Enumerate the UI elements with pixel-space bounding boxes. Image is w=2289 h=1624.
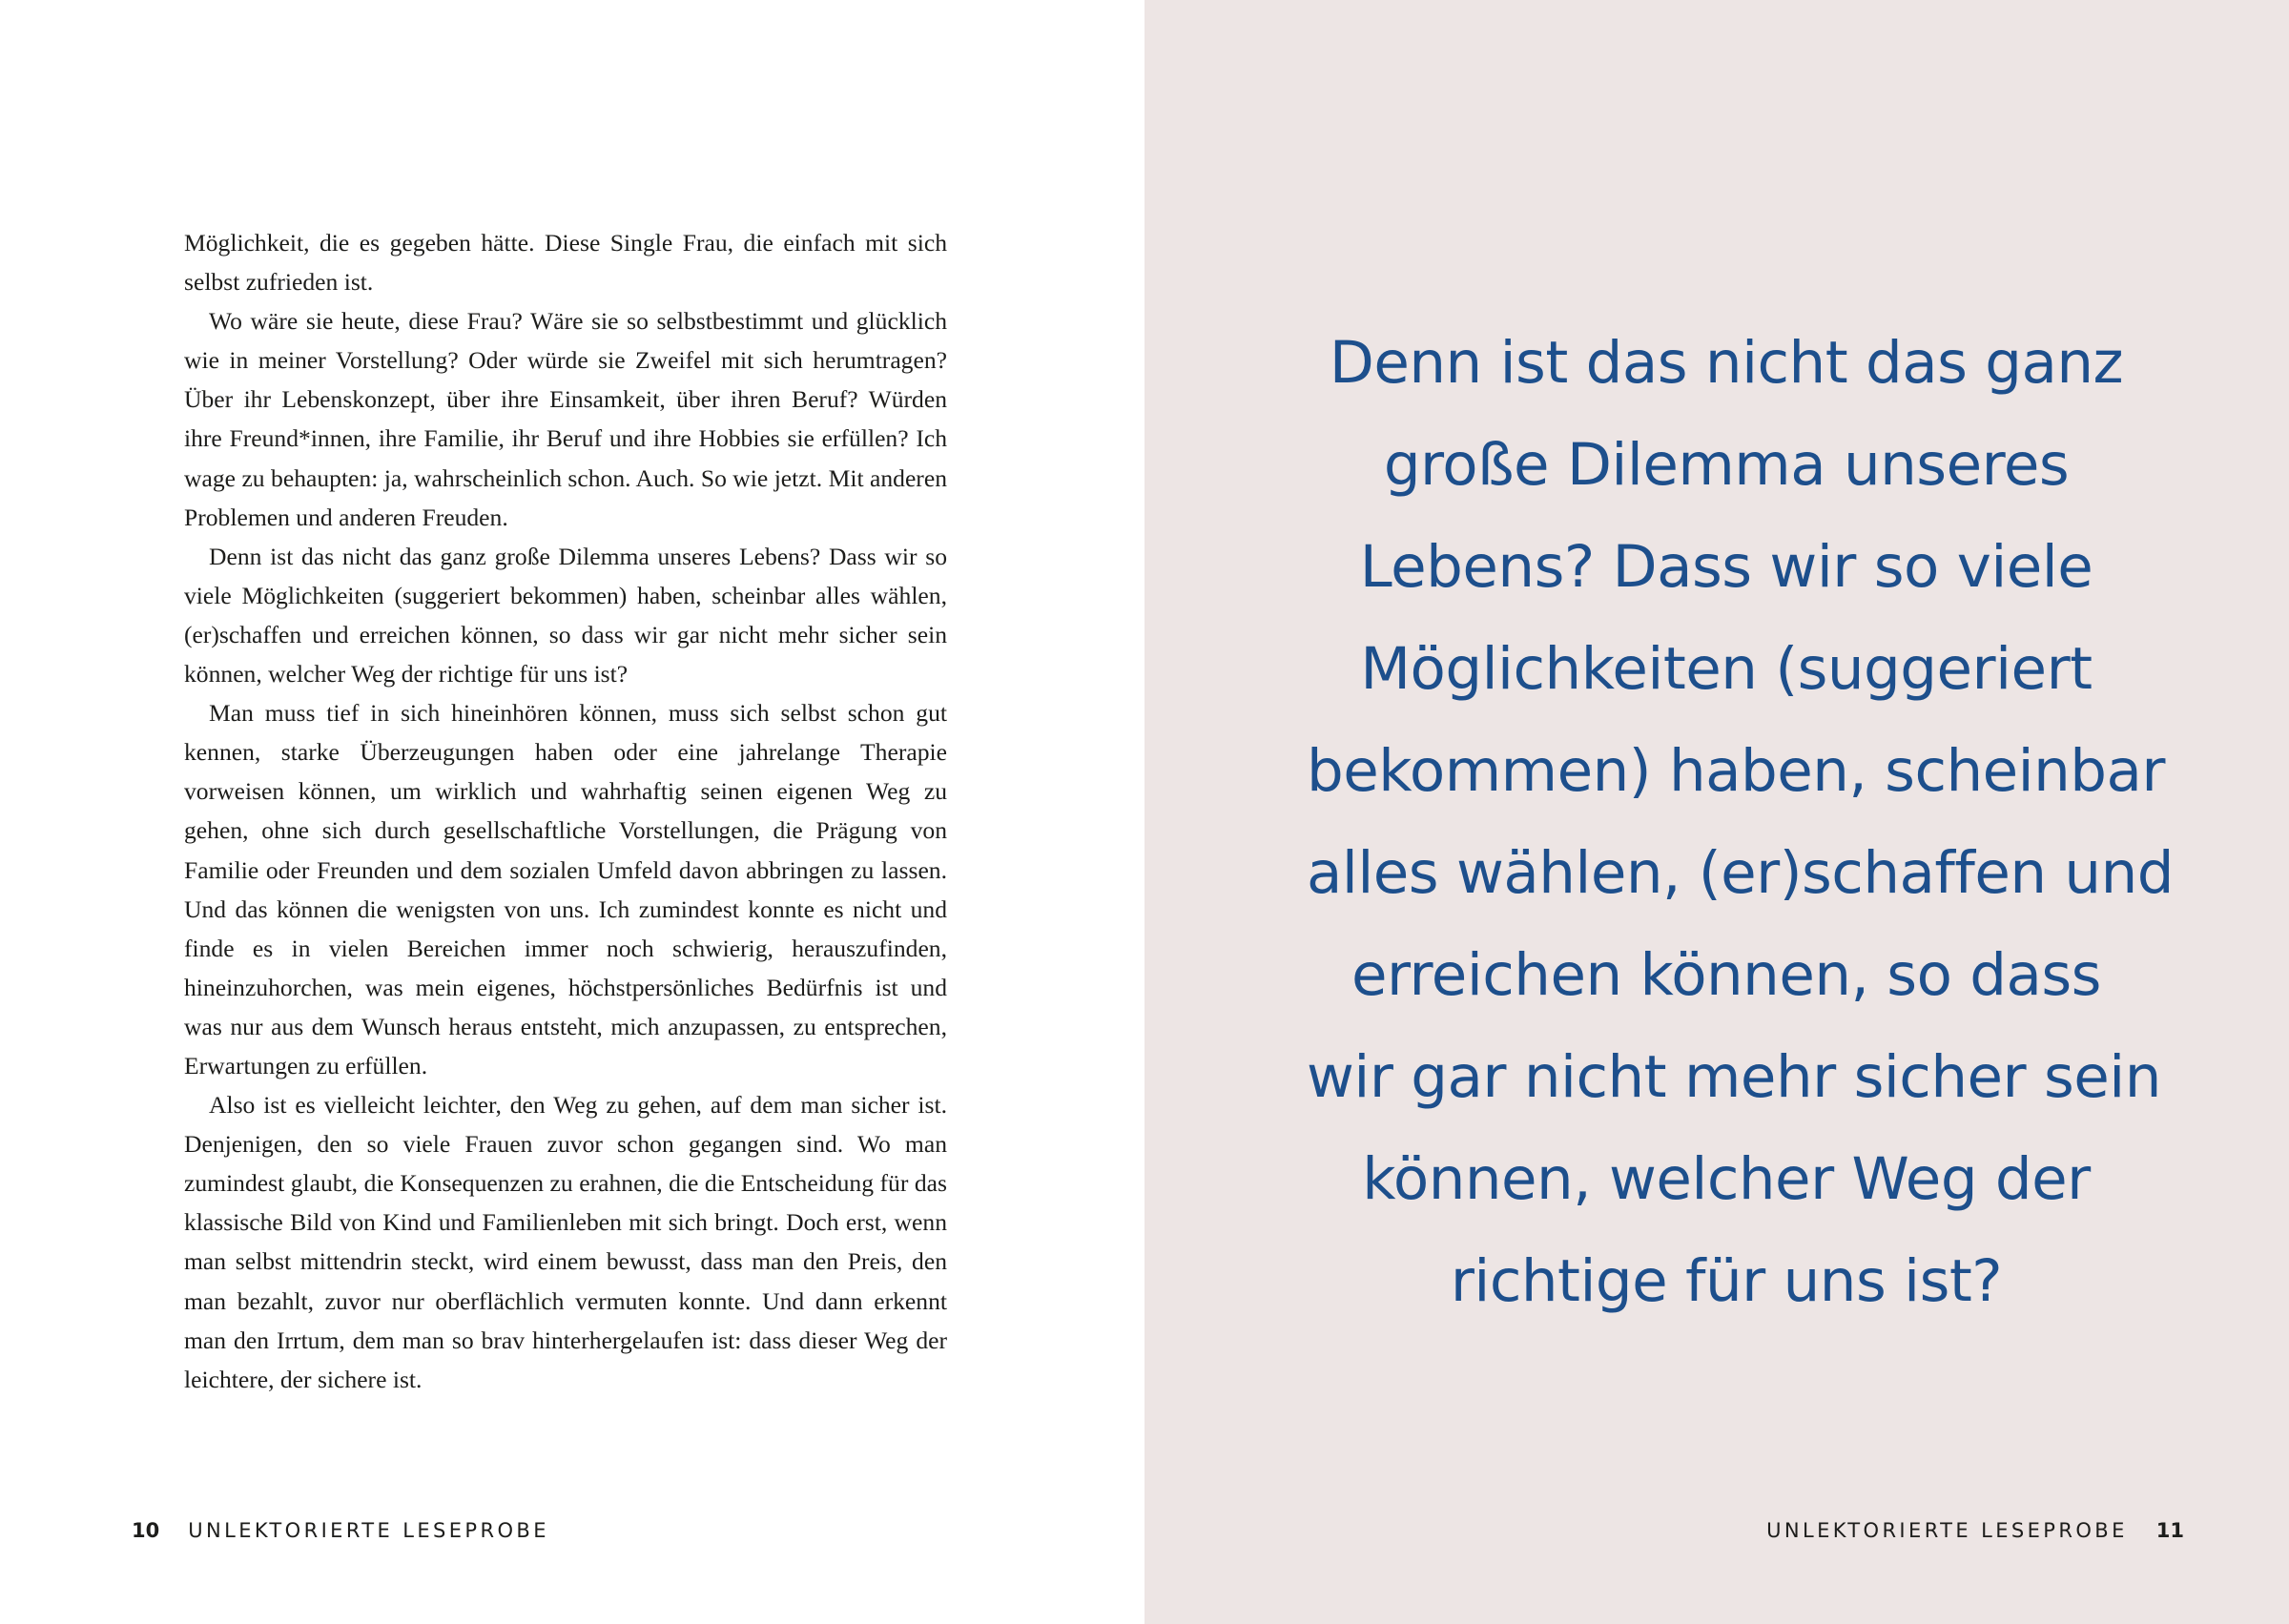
- running-head: UNLEKTORIERTE LESEPROBE: [1766, 1519, 2128, 1542]
- page-number: 10: [132, 1519, 160, 1542]
- quote-line: wir gar nicht mehr sicher sein: [1307, 1043, 2161, 1111]
- left-footer: [132, 1516, 549, 1545]
- left-page: [0, 0, 1144, 1624]
- quote-line: große Dilemma unseres: [1383, 431, 2070, 499]
- page-number: 11: [2155, 1519, 2184, 1542]
- paragraph: Wo wäre sie heute, diese Frau? Wäre sie so selbstbestimmt und glücklich wie in meiner Vorstellung? Oder würde sie Zweifel mit sich herumtragen? Über ihr Lebenskonzept, über ihre Einsamkeit, über ihren Beruf? Würden ihre Freund*innen, ihre Familie, ihr Beruf und ihre Hobbies sie erfüllen? Ich wage zu behaupten: ja, wahrscheinlich schon. Auch. So wie jetzt. Mit anderen Problemen und anderen Freuden.: [184, 307, 947, 531]
- body-text: [184, 223, 947, 1399]
- quote-line: alles wählen, (er)schaffen und: [1307, 839, 2174, 907]
- quote-line: können, welcher Weg der: [1362, 1145, 2091, 1213]
- paragraph: Denn ist das nicht das ganz große Dilemma unseres Lebens? Dass wir so viele Möglichkeiten (suggeriert bekommen) haben, scheinbar alles wählen, (er)schaffen und erreichen können, so dass wir gar nicht mehr sicher sein können, welcher Weg der richtige für uns ist?: [184, 542, 947, 689]
- paragraph: Möglichkeit, die es gegeben hätte. Diese Single Frau, die einfach mit sich selbst zufrieden ist.: [184, 229, 947, 297]
- right-page: [1144, 0, 2289, 1624]
- quote-line: Möglichkeiten (suggeriert: [1360, 635, 2093, 703]
- quote-line: bekommen) haben, scheinbar: [1307, 737, 2165, 805]
- quote-line: Lebens? Dass wir so viele: [1359, 533, 2093, 601]
- running-head: UNLEKTORIERTE LESEPROBE: [188, 1519, 549, 1542]
- paragraph: Man muss tief in sich hineinhören können, muss sich selbst schon gut kennen, starke Überzeugungen haben oder eine jahrelange Therapie vorweisen können, um wirklich und wahrhaftig seinen eigenen Weg zu gehen, ohne sich durch gesellschaftliche Vorstellungen, die Prägung von Familie oder Freunden und dem sozialen Umfeld davon abbringen zu lassen. Und das können die wenigsten von uns. Ich zumindest konnte es nicht und finde es in vielen Bereichen immer noch schwierig, herauszufinden, hineinzuhorchen, was mein eigenes, höchstpersönliches Bedürfnis ist und was nur aus dem Wunsch heraus entsteht, mich anzupassen, zu entsprechen, Erwartungen zu erfüllen.: [184, 699, 947, 1079]
- paragraph: Also ist es vielleicht leichter, den Weg zu gehen, auf dem man sicher ist. Denjenigen, den so viele Frauen zuvor schon gegangen sind. Wo man zumindest glaubt, die Konsequenzen zu erahnen, die die Entscheidung für das klassische Bild von Kind und Familienleben mit sich bringt. Doch erst, wenn man selbst mittendrin steckt, wird einem bewusst, dass man den Preis, den man bezahlt, zuvor nur oberflächlich vermuten konnte. Und dann erkennt man den Irrtum, dem man so brav hinterhergelaufen ist: dass dieser Weg der leichtere, der sichere ist.: [184, 1091, 947, 1393]
- quote-line: erreichen können, so dass: [1351, 941, 2101, 1009]
- right-footer: [1766, 1516, 2184, 1545]
- pull-quote: [1307, 312, 2174, 1332]
- quote-line: Denn ist das nicht das ganz: [1329, 329, 2124, 397]
- quote-line: richtige für uns ist?: [1450, 1247, 2003, 1315]
